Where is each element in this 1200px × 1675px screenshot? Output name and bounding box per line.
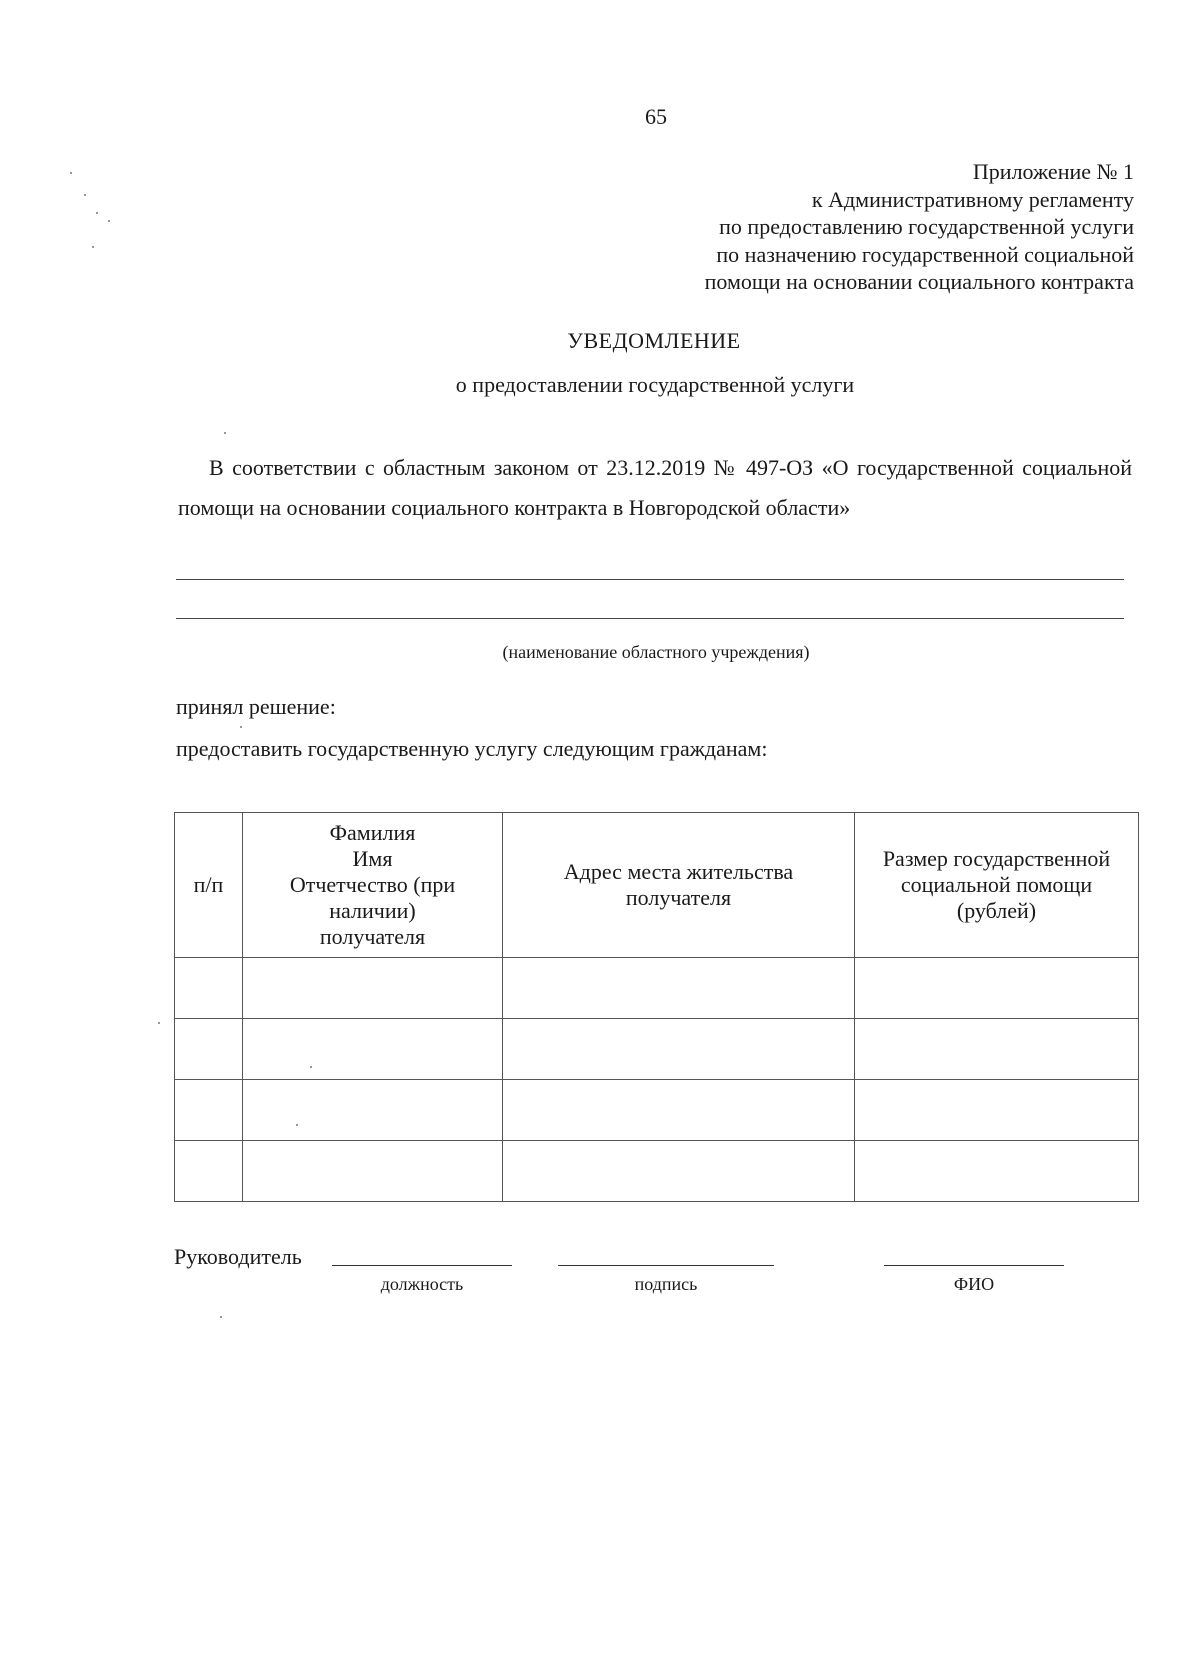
table-cell[interactable] [243,1019,503,1080]
scan-speck [158,1022,160,1024]
scan-speck [84,194,86,196]
position-label: должность [380,1274,464,1294]
institution-fill-line [176,618,1124,619]
header-line: получателя [625,885,732,910]
header-line: социальной помощи [900,872,1093,897]
page-number: 65 [645,104,667,129]
header-number-label: п/п [193,872,224,897]
scan-speck [96,212,98,214]
table-cell[interactable] [243,1141,503,1202]
scan-speck [92,246,94,248]
table-row [175,958,1139,1019]
table-header-row [175,813,1139,958]
table-cell[interactable] [175,958,243,1019]
table-cell[interactable] [855,1080,1139,1141]
scan-speck [224,432,226,434]
scan-speck [296,1124,298,1126]
header-amount [855,813,1139,958]
grant-text: предоставить государственную услугу следующим гражданам: [176,736,768,761]
document-subtitle: о предоставлении государственной услуги [455,372,855,397]
scan-speck [108,220,110,222]
legal-basis-paragraph: В соответствии с областным законом от 23.12.2019 № 497-ОЗ «О государственной социальной помощи на основании социального контракта в Новгородской области» [178,455,1132,520]
scan-speck [310,1066,312,1068]
decision-text: принял решение: [176,694,336,719]
header-line: наличии) [329,898,416,923]
header-line: Имя [352,846,393,871]
header-line: (рублей) [956,898,1037,923]
table-row [175,1141,1139,1202]
appendix-line: по назначению государственной социальной [716,241,1134,267]
header-line: получателя [319,924,426,949]
table-cell[interactable] [855,1019,1139,1080]
name-label: ФИО [953,1274,995,1294]
scan-speck [240,726,242,728]
header-number [175,813,243,958]
scan-speck [70,172,72,174]
table-cell[interactable] [855,1141,1139,1202]
table-cell[interactable] [503,1080,855,1141]
header-line: Фамилия [329,820,416,845]
institution-fill-line [176,579,1124,580]
signature-fill-line[interactable] [558,1265,774,1266]
table-row [175,1019,1139,1080]
table-cell[interactable] [175,1141,243,1202]
table-cell[interactable] [175,1019,243,1080]
table-row [175,1080,1139,1141]
appendix-line: к Административному регламенту [811,186,1134,212]
signer-label: Руководитель [174,1244,302,1269]
table-cell[interactable] [503,1019,855,1080]
header-line: Адрес места жительства [563,859,794,884]
appendix-line: Приложение № 1 [972,159,1134,184]
header-fullname [243,813,503,958]
recipients-table [174,812,1139,1202]
signature-label: подпись [634,1274,698,1294]
header-line: Отчетчество (при [289,872,456,897]
header-line: Размер государственной [882,846,1111,871]
name-fill-line[interactable] [884,1265,1064,1266]
appendix-line: помощи на основании социального контракта [704,269,1134,294]
institution-caption: (наименование областного учреждения) [502,642,810,662]
header-address [503,813,855,958]
table-cell[interactable] [243,1080,503,1141]
scan-speck [220,1316,222,1318]
position-fill-line[interactable] [332,1265,512,1266]
document-title: УВЕДОМЛЕНИЕ [567,328,741,353]
appendix-line: по предоставлению государственной услуги [719,214,1134,239]
table-cell[interactable] [855,958,1139,1019]
table-cell[interactable] [243,958,503,1019]
appendix-block [705,158,1134,296]
table-cell[interactable] [503,1141,855,1202]
table-cell[interactable] [175,1080,243,1141]
table-cell[interactable] [503,958,855,1019]
